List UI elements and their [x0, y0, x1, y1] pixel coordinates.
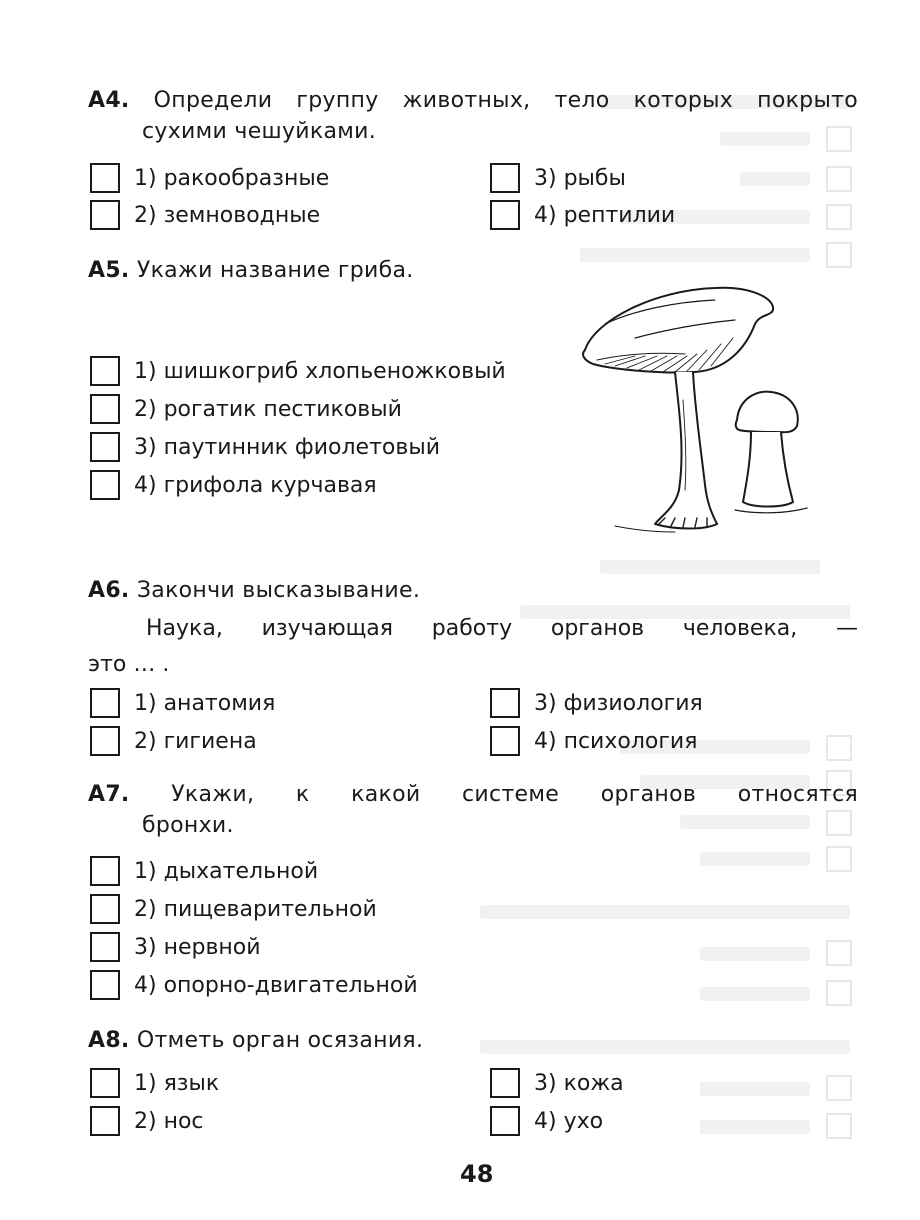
- option-a4-1[interactable]: [90, 163, 329, 193]
- question-text: Определи группу животных, тело которых покрыто: [153, 88, 858, 113]
- option-a4-2[interactable]: [90, 200, 320, 230]
- option-label: 1) шишкогриб хлопьеножковый: [134, 358, 506, 384]
- option-label: 3) кожа: [534, 1070, 624, 1096]
- option-label: 4) грифола курчавая: [134, 472, 377, 498]
- question-text: Закончи высказывание.: [136, 578, 421, 603]
- option-a8-4[interactable]: [490, 1106, 603, 1136]
- question-a4: [88, 88, 858, 144]
- statement-ending: это … .: [88, 652, 170, 677]
- checkbox[interactable]: [90, 894, 120, 924]
- question-a6: [88, 578, 420, 603]
- option-a6-4[interactable]: [490, 726, 697, 756]
- checkbox[interactable]: [90, 356, 120, 386]
- checkbox[interactable]: [90, 432, 120, 462]
- checkbox[interactable]: [90, 970, 120, 1000]
- option-label: 2) пищеварительной: [134, 896, 377, 922]
- question-a7: [88, 782, 858, 838]
- option-a7-3[interactable]: [90, 932, 261, 962]
- question-text-continuation: бронхи.: [142, 813, 234, 838]
- statement-text: Наука, изучающая работу органов человека, —: [146, 616, 858, 641]
- checkbox[interactable]: [490, 163, 520, 193]
- checkbox[interactable]: [90, 688, 120, 718]
- option-a6-2[interactable]: [90, 726, 257, 756]
- option-label: 2) нос: [134, 1108, 204, 1134]
- option-a7-1[interactable]: [90, 856, 318, 886]
- option-label: 4) ухо: [534, 1108, 604, 1134]
- option-label: 3) паутинник фиолетовый: [134, 434, 440, 460]
- page-number: 48: [460, 1160, 494, 1188]
- checkbox[interactable]: [90, 394, 120, 424]
- option-a7-2[interactable]: [90, 894, 377, 924]
- question-number: А7.: [88, 782, 130, 807]
- option-label: 4) психология: [534, 728, 698, 754]
- question-number: А4.: [88, 88, 130, 113]
- option-label: 3) физиология: [534, 690, 703, 716]
- question-number: А8.: [88, 1028, 130, 1053]
- checkbox[interactable]: [90, 932, 120, 962]
- checkbox[interactable]: [490, 726, 520, 756]
- option-a5-1[interactable]: [90, 356, 506, 386]
- option-a4-4[interactable]: [490, 200, 675, 230]
- option-a8-3[interactable]: [490, 1068, 624, 1098]
- question-number: А6.: [88, 578, 130, 603]
- option-a5-2[interactable]: [90, 394, 402, 424]
- option-label: 4) рептилии: [534, 202, 676, 228]
- checkbox[interactable]: [90, 856, 120, 886]
- option-label: 4) опорно-двигательной: [134, 972, 418, 998]
- checkbox[interactable]: [90, 1106, 120, 1136]
- option-label: 1) анатомия: [134, 690, 276, 716]
- option-a6-1[interactable]: [90, 688, 275, 718]
- option-label: 3) рыбы: [534, 165, 626, 191]
- question-number: А5.: [88, 258, 130, 283]
- checkbox[interactable]: [490, 200, 520, 230]
- option-label: 3) нервной: [134, 934, 261, 960]
- question-text: Укажи название гриба.: [136, 258, 414, 283]
- checkbox[interactable]: [90, 163, 120, 193]
- checkbox[interactable]: [90, 726, 120, 756]
- question-a5: [88, 258, 414, 283]
- option-a8-1[interactable]: [90, 1068, 219, 1098]
- checkbox[interactable]: [90, 470, 120, 500]
- option-label: 1) ракообразные: [134, 165, 330, 191]
- question-text-continuation: сухими чешуйками.: [142, 119, 377, 144]
- mushroom-illustration: [575, 280, 815, 540]
- option-label: 2) земноводные: [134, 202, 321, 228]
- checkbox[interactable]: [90, 200, 120, 230]
- option-label: 2) рогатик пестиковый: [134, 396, 402, 422]
- option-label: 1) дыхательной: [134, 858, 319, 884]
- option-a8-2[interactable]: [90, 1106, 204, 1136]
- option-a5-4[interactable]: [90, 470, 377, 500]
- option-a5-3[interactable]: [90, 432, 440, 462]
- option-label: 1) язык: [134, 1070, 220, 1096]
- checkbox[interactable]: [490, 688, 520, 718]
- question-a8: [88, 1028, 423, 1053]
- checkbox[interactable]: [90, 1068, 120, 1098]
- question-text: Укажи, к какой системе органов относятся: [171, 782, 859, 807]
- checkbox[interactable]: [490, 1068, 520, 1098]
- checkbox[interactable]: [490, 1106, 520, 1136]
- question-text: Отметь орган осязания.: [136, 1028, 424, 1053]
- option-a7-4[interactable]: [90, 970, 418, 1000]
- option-a4-3[interactable]: [490, 163, 626, 193]
- option-a6-3[interactable]: [490, 688, 703, 718]
- option-label: 2) гигиена: [134, 728, 257, 754]
